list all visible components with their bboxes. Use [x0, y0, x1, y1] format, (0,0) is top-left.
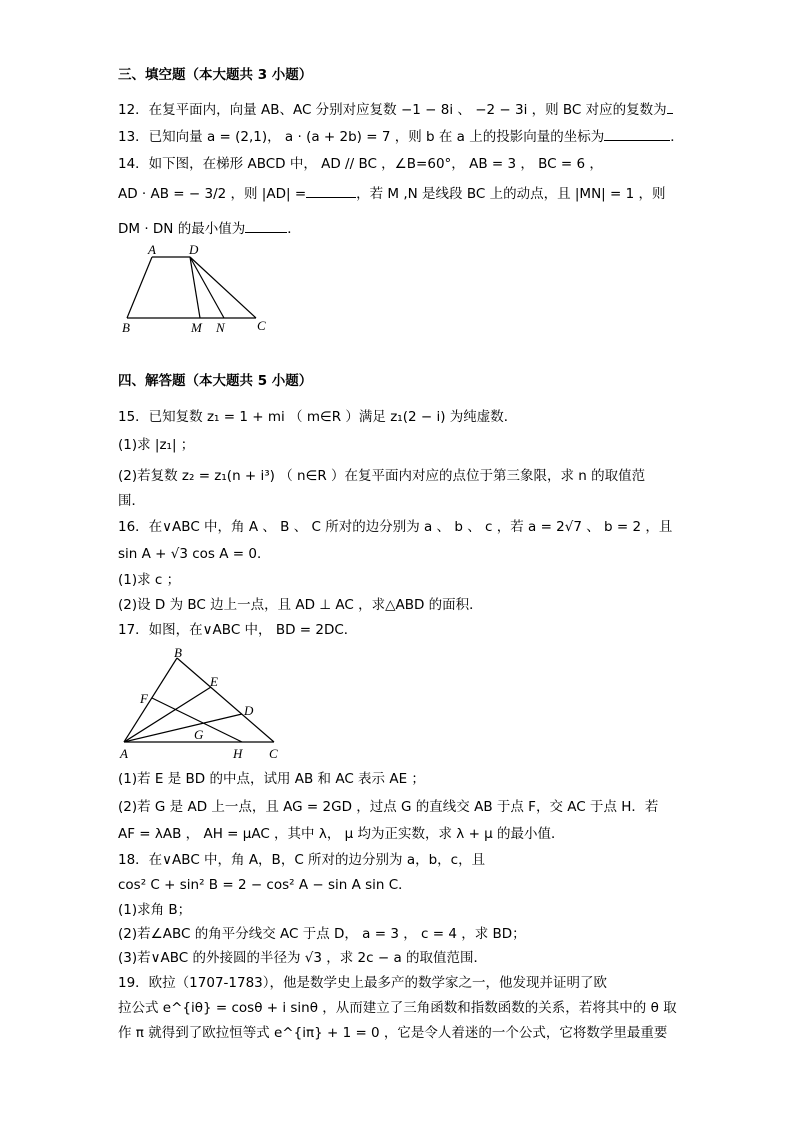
question-17: 17．如图，在∨ABC 中， BD = 2DC． [118, 622, 358, 638]
question-12 [118, 101, 673, 119]
section4-heading: 四、解答题（本大题共 5 小题） [118, 373, 313, 389]
question-15-part2-cont: 围． [118, 493, 145, 509]
question-14-line2 [118, 185, 666, 203]
question-13-end: ． [670, 129, 684, 145]
question-14-condition2: ，若 M ,N 是线段 BC 上的动点，且 |MN| = 1 ，则 [356, 186, 666, 202]
section3-heading: 三、填空题（本大题共 3 小题） [118, 67, 313, 83]
point-label-m: M [191, 320, 202, 335]
answer-blank [667, 101, 673, 114]
point-label-a: A [120, 746, 128, 761]
point-label-e: E [210, 674, 218, 689]
question-14-condition: AD · AB = − 3/2 ，则 |AD| = [118, 186, 307, 202]
point-label-c: C [269, 746, 278, 761]
triangle-figure [114, 644, 294, 766]
point-label-b: B [174, 645, 182, 660]
point-label-a: A [148, 242, 156, 257]
point-label-f: F [140, 691, 148, 706]
question-14-ask: DM · DN 的最小值为 [118, 221, 246, 237]
question-14-end: ． [287, 221, 301, 237]
point-label-c: C [257, 318, 266, 333]
question-15-part2: (2)若复数 z₂ = z₁(n + i³) （ n∈R ）在复平面内对应的点位于第三象限，求 n 的取值范 [118, 468, 646, 484]
answer-blank [245, 220, 287, 233]
question-15-part1: (1)求 |z₁| ； [118, 437, 195, 453]
point-label-d: D [244, 703, 254, 718]
question-18: 18．在∨ABC 中，角 A，B，C 所对的边分别为 a，b，c，且 [118, 852, 486, 868]
point-label-b: B [122, 320, 130, 335]
question-14-line3 [118, 220, 301, 238]
question-12-text: 12．在复平面内，向量 AB、AC 分别对应复数 −1 − 8i 、 −2 − 3i ，则 BC 对应的复数为 [118, 102, 667, 118]
question-16-part1: (1)求 c ； [118, 572, 181, 588]
question-13-text: 13．已知向量 a = (2,1)， a · (a + 2b) = 7 ，则 b 在 a 上的投影向量的坐标为 [118, 129, 605, 145]
point-label-g: G [194, 727, 204, 742]
question-18-condition: cos² C + sin² B = 2 − cos² A − sin A sin C． [118, 877, 412, 893]
answer-blank [306, 185, 356, 198]
question-18-part3: (3)若∨ABC 的外接圆的半径为 √3 ，求 2c − a 的取值范围． [118, 950, 488, 966]
question-18-part2: (2)若∠ABC 的角平分线交 AC 于点 D， a = 3 ， c = 4 ，求 BD； [118, 926, 526, 942]
point-label-d: D [189, 242, 199, 257]
trapezoid-figure [112, 240, 282, 335]
question-18-part1: (1)求角 B； [118, 902, 192, 918]
point-label-n: N [216, 320, 225, 335]
question-16-condition: sin A + √3 cos A = 0． [118, 546, 271, 562]
question-17-part1: (1)若 E 是 BD 的中点，试用 AB 和 AC 表示 AE ； [118, 771, 425, 787]
question-16-part2: (2)设 D 为 BC 边上一点，且 AD ⊥ AC ，求△ABD 的面积． [118, 597, 483, 613]
question-16: 16．在∨ABC 中，角 A 、 B 、 C 所对的边分别为 a 、 b 、 c ，若 a = 2√7 、 b = 2 ，且 [118, 519, 673, 535]
question-17-part2: (2)若 G 是 AD 上一点，且 AG = 2GD ，过点 G 的直线交 AB 于点 F，交 AC 于点 H．若 [118, 799, 659, 815]
question-15: 15．已知复数 z₁ = 1 + mi （ m∈R ）满足 z₁(2 − i) 为纯虚数． [118, 409, 518, 425]
question-14: 14．如下图，在梯形 ABCD 中， AD // BC ，∠B=60°， AB = 3 ， BC = 6 ， [118, 156, 603, 172]
question-17-part2-cont: AF = λAB ， AH = μAC ，其中 λ， μ 均为正实数，求 λ + μ 的最小值． [118, 826, 565, 842]
question-19: 19．欧拉（1707-1783），他是数学史上最多产的数学家之一，他发现并证明了欧 [118, 975, 608, 991]
point-label-h: H [233, 746, 243, 761]
answer-blank [604, 128, 670, 141]
question-13 [118, 128, 684, 146]
question-19-line3: 作 π 就得到了欧拉恒等式 e^{iπ} + 1 = 0 ，它是令人着迷的一个公式，它将数学里最重要 [118, 1025, 668, 1041]
question-19-line2: 拉公式 e^{iθ} = cosθ + i sinθ ，从而建立了三角函数和指数函数的关系，若将其中的 θ 取 [118, 1000, 677, 1016]
